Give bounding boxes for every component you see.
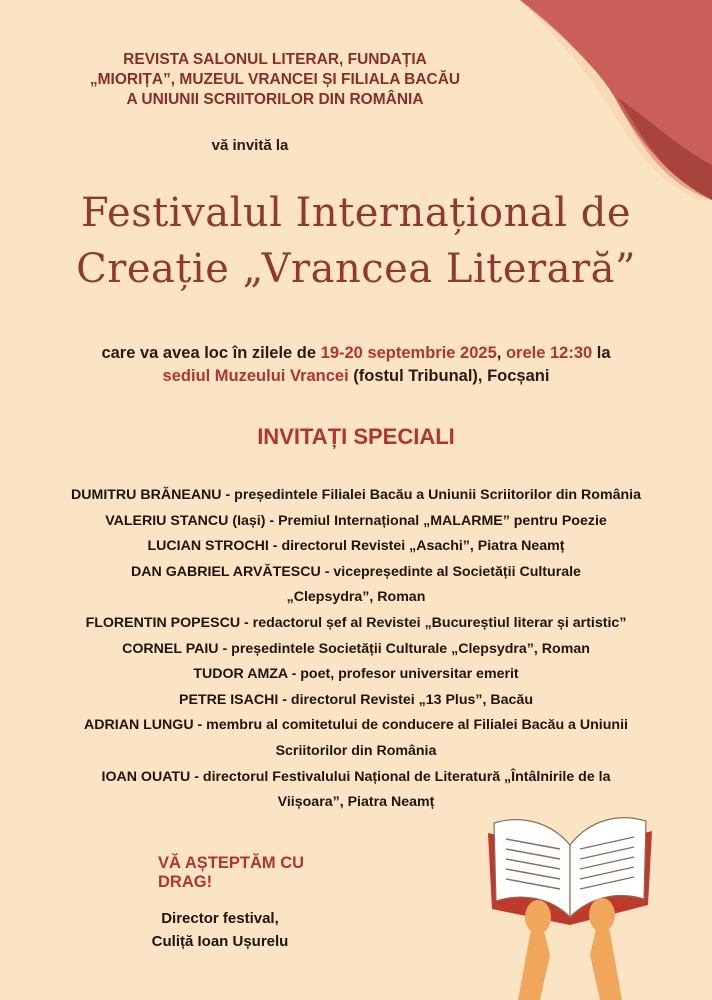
organizers-line-1: REVISTA SALONUL LITERAR, FUNDAȚIA [123, 51, 427, 68]
organizers-line-3: A UNIUNII SCRIITORILOR DIN ROMÂNIA [126, 91, 424, 108]
event-details-line-1 [0, 342, 712, 365]
signature-name: Culiță Ioan Ușurelu [151, 933, 289, 950]
event-time: orele 12:30 [505, 344, 593, 362]
festival-title-line-1: Festivalul Internațional de [80, 190, 632, 236]
details-text-3: la [592, 344, 611, 362]
guest-line: IOAN OUATU - directorul Festivalului Național de Literatură „Întâlnirile de la [101, 768, 611, 785]
guest-line: „Clepsydra”, Roman [286, 589, 426, 606]
guest-line: PETRE ISACHI - directorul Revistei „13 Plus”, Bacău [178, 691, 533, 708]
open-book-illustration [480, 805, 660, 1000]
details-text-2: , [496, 344, 506, 362]
signature-block [120, 907, 320, 953]
guest-line: DAN GABRIEL ARVĂTESCU - vicepreședinte al Societății Culturale [131, 563, 581, 580]
closing-message: VĂ AȘTEPTĂM CU DRAG! [158, 854, 305, 891]
guest-line: ADRIAN LUNGU - membru al comitetului de conducere al Filialei Bacău a Uniunii [84, 717, 628, 734]
event-details [0, 342, 712, 388]
guest-line: TUDOR AMZA - poet, profesor universitar emerit [193, 666, 519, 683]
event-dates: 19-20 septembrie 2025 [320, 344, 497, 362]
event-venue: sediul Muzeului Vrancei [162, 367, 349, 385]
guest-line: Viișoara”, Piatra Neamț [277, 794, 435, 811]
guest-line: LUCIAN STROCHI - directorul Revistei „Asachi”, Piatra Neamț [147, 538, 565, 555]
event-details-line-2 [0, 365, 712, 388]
guest-line: Scriitorilor din România [275, 742, 437, 759]
guest-line: CORNEL PAIU - președintele Societății Culturale „Clepsydra”, Roman [122, 640, 590, 657]
festival-title [0, 185, 712, 297]
organizers-header [60, 50, 490, 110]
invite-text: vă invită la [211, 137, 289, 154]
special-guests-heading: INVITAȚI SPECIALI [257, 424, 455, 449]
details-text-1: care va avea loc în zilele de [101, 344, 321, 362]
guest-line: VALERIU STANCU (Iași) - Premiul Internațional „MALARME” pentru Poezie [105, 512, 607, 529]
page-curl-decoration [460, 0, 712, 200]
guest-line: DUMITRU BRĂNEANU - președintele Filialei Bacău a Uniunii Scriitorilor din România [71, 487, 641, 503]
details-text-4: (fostul Tribunal), Focșani [348, 367, 550, 385]
guest-line: FLORENTIN POPESCU - redactorul șef al Revistei „Bucureștiul literar și artistic” [85, 614, 627, 631]
organizers-line-2: „MIORIȚA”, MUZEUL VRANCEI ȘI FILIALA BACĂU [89, 71, 461, 88]
festival-title-line-2: Creație „Vrancea Literară” [76, 246, 636, 292]
signature-role: Director festival, [161, 910, 279, 927]
special-guests-list [0, 483, 712, 816]
